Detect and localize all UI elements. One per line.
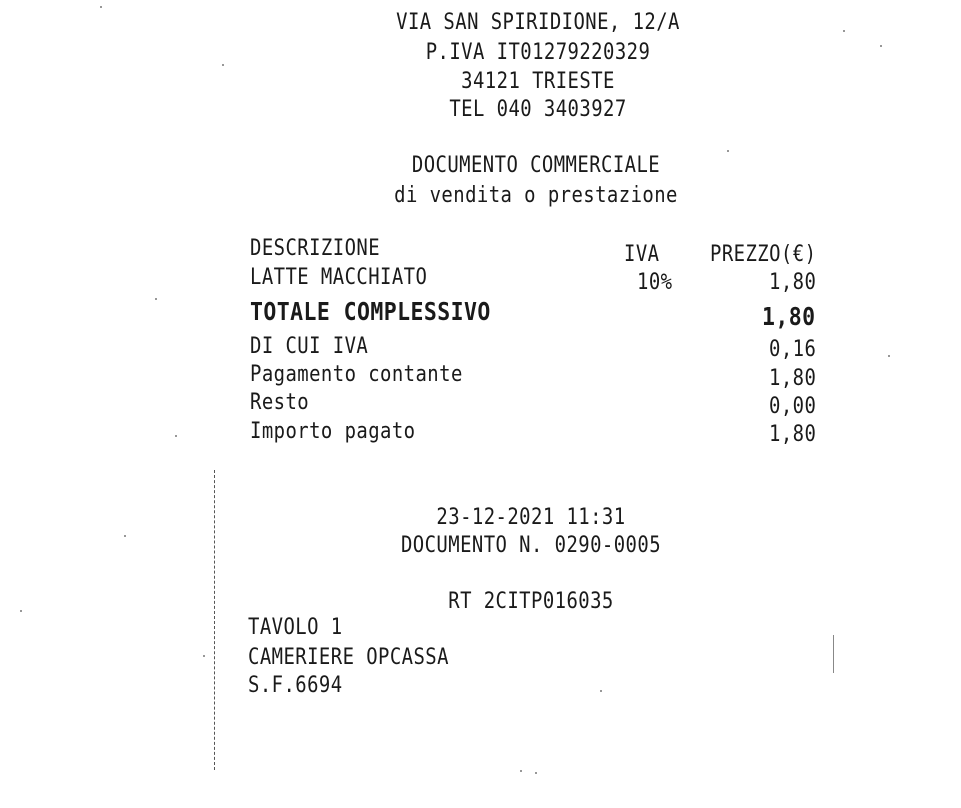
speck	[600, 690, 602, 692]
column-header-vat: IVA	[624, 242, 660, 267]
speck	[843, 30, 845, 32]
speck	[880, 45, 882, 47]
item-price: 1,80	[768, 270, 816, 295]
vat-amount-value: 0,16	[768, 337, 816, 362]
document-title: DOCUMENTO COMMERCIALE	[411, 153, 661, 178]
speck	[222, 64, 224, 66]
total-value: 1,80	[762, 302, 816, 331]
total-label: TOTALE COMPLESSIVO	[250, 297, 491, 326]
shop-city: 34121 TRIESTE	[461, 69, 615, 94]
sf-code: S.F.6694	[248, 673, 343, 698]
paper-edge	[214, 470, 215, 770]
document-subtitle: di vendita o prestazione	[394, 183, 678, 208]
speck	[155, 298, 157, 300]
speck	[20, 610, 22, 612]
paper-edge-right	[833, 635, 834, 673]
speck	[888, 355, 890, 357]
amount-paid-label: Importo pagato	[250, 419, 416, 444]
cash-payment-value: 1,80	[768, 366, 816, 391]
vat-amount-label: DI CUI IVA	[250, 334, 369, 359]
item-description: LATTE MACCHIATO	[250, 265, 428, 290]
shop-phone: TEL 040 3403927	[449, 97, 627, 122]
speck	[100, 6, 102, 8]
speck	[175, 435, 177, 437]
column-header-description: DESCRIZIONE	[250, 236, 381, 261]
cash-payment-label: Pagamento contante	[250, 362, 463, 387]
change-value: 0,00	[768, 394, 816, 419]
table-number: TAVOLO 1	[248, 615, 343, 640]
waiter-name: CAMERIERE OPCASSA	[248, 645, 449, 670]
rt-code: RT 2CITP016035	[448, 589, 614, 614]
column-header-price: PREZZO(€)	[709, 242, 816, 267]
receipt-datetime: 23-12-2021 11:31	[436, 505, 626, 530]
speck	[124, 535, 126, 537]
shop-vat-number: P.IVA IT01279220329	[425, 40, 651, 65]
speck	[727, 150, 729, 152]
shop-address: VIA SAN SPIRIDIONE, 12/A	[396, 10, 680, 35]
speck	[203, 655, 205, 657]
speck	[520, 770, 522, 772]
amount-paid-value: 1,80	[768, 422, 816, 447]
change-label: Resto	[250, 390, 310, 415]
item-vat: 10%	[637, 270, 673, 295]
speck	[535, 772, 537, 774]
document-number: DOCUMENTO N. 0290-0005	[400, 533, 662, 558]
